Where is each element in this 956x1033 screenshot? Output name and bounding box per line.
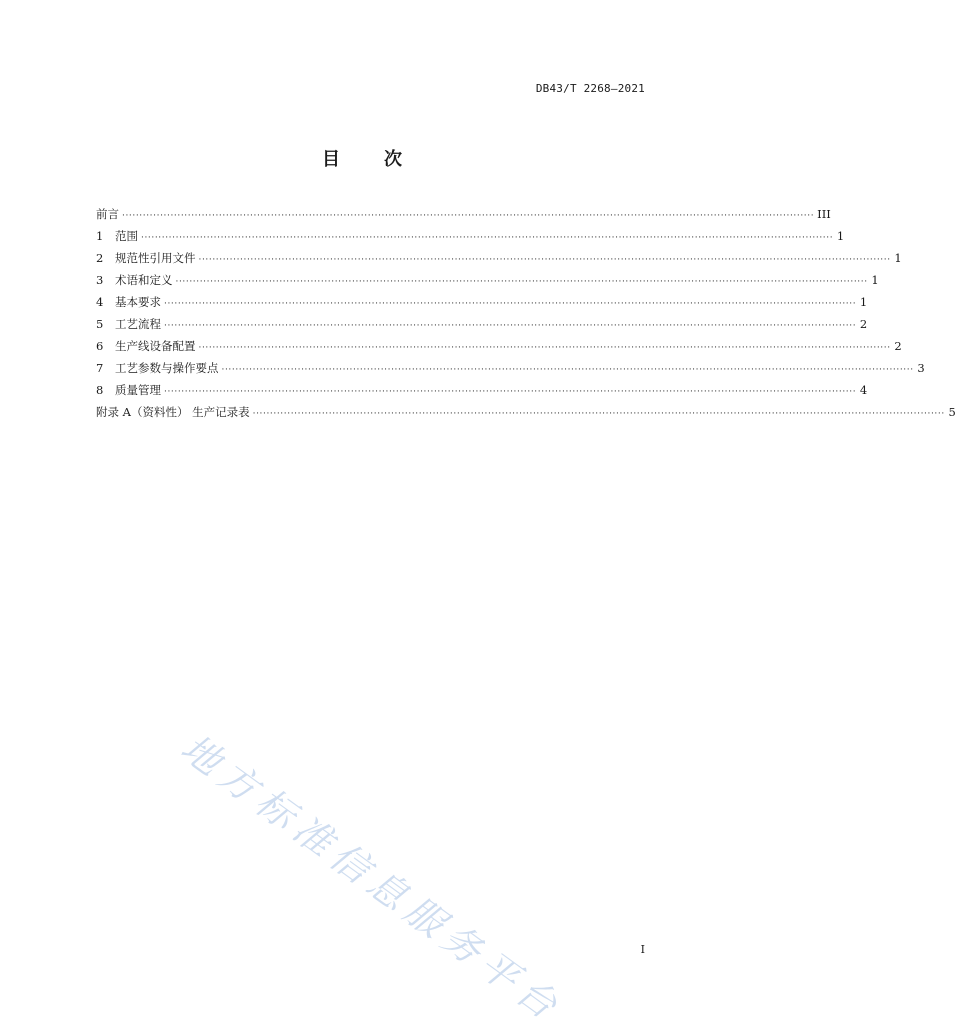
table-of-contents: [96, 203, 956, 423]
toc-leader-dots: ········································································································································································································: [141, 233, 834, 243]
page-title: [0, 145, 724, 171]
toc-leader-dots: ········································································································································································································: [252, 409, 945, 419]
toc-entry-number: 3: [96, 273, 104, 287]
toc-entry-number: 7: [96, 361, 104, 375]
page-number: I: [640, 943, 645, 956]
toc-leader-dots: ········································································································································································································: [122, 211, 815, 221]
toc-entry-process-parameters[interactable]: [96, 357, 925, 379]
title-char-2: 次: [384, 149, 402, 170]
toc-entry-label: 附录 A（资料性） 生产记录表: [96, 405, 250, 419]
toc-entry-label: 基本要求: [115, 295, 161, 309]
toc-entry-page: 3: [917, 361, 925, 375]
watermark: 地方标准信息服务平台: [173, 725, 572, 1032]
toc-entry-appendix-a[interactable]: [96, 401, 956, 423]
toc-entry-page: 1: [871, 273, 879, 287]
toc-entry-label: 范围: [115, 229, 138, 243]
toc-entry-page: 5: [948, 405, 956, 419]
toc-entry-page: 1: [894, 251, 902, 265]
toc-entry-label: 工艺流程: [115, 317, 161, 331]
toc-leader-dots: ········································································································································································································: [164, 321, 857, 331]
toc-leader-dots: ········································································································································································································: [198, 255, 891, 265]
toc-entry-number: 4: [96, 295, 104, 309]
toc-entry-foreword[interactable]: [96, 203, 831, 225]
toc-entry-process-flow[interactable]: [96, 313, 868, 335]
toc-entry-label: 工艺参数与操作要点: [115, 361, 219, 375]
toc-entry-basic-requirements[interactable]: [96, 291, 868, 313]
title-char-1: 目: [322, 149, 340, 170]
toc-entry-page: 2: [859, 317, 868, 331]
toc-leader-dots: ········································································································································································································: [175, 277, 868, 287]
toc-entry-terms[interactable]: [96, 269, 879, 291]
toc-entry-page: 1: [859, 295, 868, 309]
toc-entry-number: 6: [96, 339, 104, 353]
toc-leader-dots: ········································································································································································································: [221, 365, 914, 375]
toc-entry-scope[interactable]: [96, 225, 845, 247]
standard-code: DB43/T 2268—2021: [535, 82, 645, 95]
toc-entry-page: 2: [894, 339, 902, 353]
toc-entry-number: 5: [96, 317, 104, 331]
toc-entry-label: 规范性引用文件: [115, 251, 196, 265]
toc-entry-number: 8: [96, 383, 104, 397]
toc-entry-label: 质量管理: [115, 383, 161, 397]
toc-entry-normative-references[interactable]: [96, 247, 902, 269]
toc-entry-label: 前言: [96, 207, 119, 221]
toc-entry-label: 生产线设备配置: [115, 339, 196, 353]
toc-leader-dots: ········································································································································································································: [164, 299, 857, 309]
toc-leader-dots: ········································································································································································································: [164, 387, 857, 397]
toc-entry-page: 4: [859, 383, 868, 397]
toc-entry-label: 术语和定义: [115, 273, 173, 287]
toc-entry-page: III: [817, 207, 831, 221]
toc-entry-equipment[interactable]: [96, 335, 902, 357]
toc-entry-number: 1: [96, 229, 104, 243]
toc-entry-number: 2: [96, 251, 104, 265]
toc-entry-page: 1: [836, 229, 845, 243]
toc-entry-quality-management[interactable]: [96, 379, 868, 401]
toc-leader-dots: ········································································································································································································: [198, 343, 891, 353]
